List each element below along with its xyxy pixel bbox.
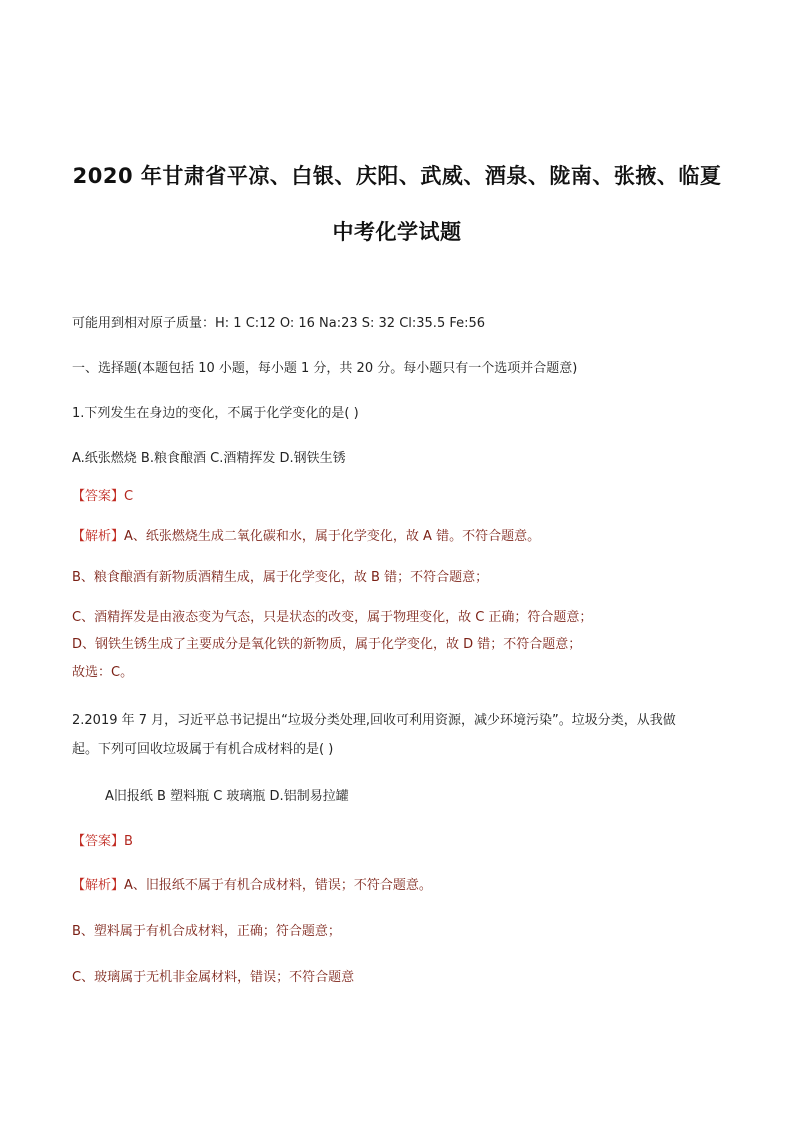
question-1-analysis-line-1 [72,528,540,546]
question-2-analysis-line-3: C、玻璃属于无机非金属材料，错误；不符合题意 [72,970,355,985]
question-1-stem: 1.下列发生在身边的变化，不属于化学变化的是( ) [72,406,359,421]
question-1-options: A.纸张燃烧 B.粮食酿酒 C.酒精挥发 D.钢铁生锈 [72,451,346,466]
answer-tag: 【答案】 [72,489,125,504]
answer-tag: 【答案】 [72,834,125,849]
question-2-options: A旧报纸 B 塑料瓶 C 玻璃瓶 D.铝制易拉罐 [105,789,349,804]
question-2-analysis-line-2: B、塑料属于有机合成材料，正确；符合题意； [72,924,341,939]
question-2-answer [72,833,133,851]
analysis-text: A、旧报纸不属于有机合成材料，错误；不符合题意。 [124,878,432,893]
question-1-analysis-line-4: D、钢铁生锈生成了主要成分是氧化铁的新物质，属于化学变化，故 D 错；不符合题意； [72,637,582,652]
answer-value: C [124,489,134,504]
analysis-tag: 【解析】 [72,529,125,544]
question-2-stem-line-2: 起。下列可回收垃圾属于有机合成材料的是( ) [72,742,334,757]
question-2-stem-line-1: 2.2019 年 7 月，习近平总书记提出“垃圾分类处理,回收可利用资源，减少环境污染”。垃圾分类，从我做 [72,713,676,728]
analysis-text: A、纸张燃烧生成二氧化碳和水，属于化学变化，故 A 错。不符合题意。 [124,529,541,544]
document-title-line-1: 2020 年甘肃省平凉、白银、庆阳、武威、酒泉、陇南、张掖、临夏 [72,164,722,188]
answer-value: B [124,834,133,849]
question-1-analysis-line-5: 故选：C。 [72,665,134,680]
analysis-tag: 【解析】 [72,878,125,893]
atomic-mass-line: 可能用到相对原子质量：H: 1 C:12 O: 16 Na:23 S: 32 Cl:35.5 Fe:56 [72,316,486,331]
question-2-analysis-line-1 [72,877,432,895]
question-1-answer [72,488,133,506]
section-heading: 一、选择题(本题包括 10 小题，每小题 1 分，共 20 分。每小题只有一个选项并合题意) [72,361,578,376]
document-title-line-2: 中考化学试题 [332,220,462,244]
question-1-analysis-line-2: B、粮食酿酒有新物质酒精生成，属于化学变化，故 B 错；不符合题意； [72,570,489,585]
question-1-analysis-line-3: C、酒精挥发是由液态变为气态，只是状态的改变，属于物理变化，故 C 正确；符合题意； [72,610,593,625]
